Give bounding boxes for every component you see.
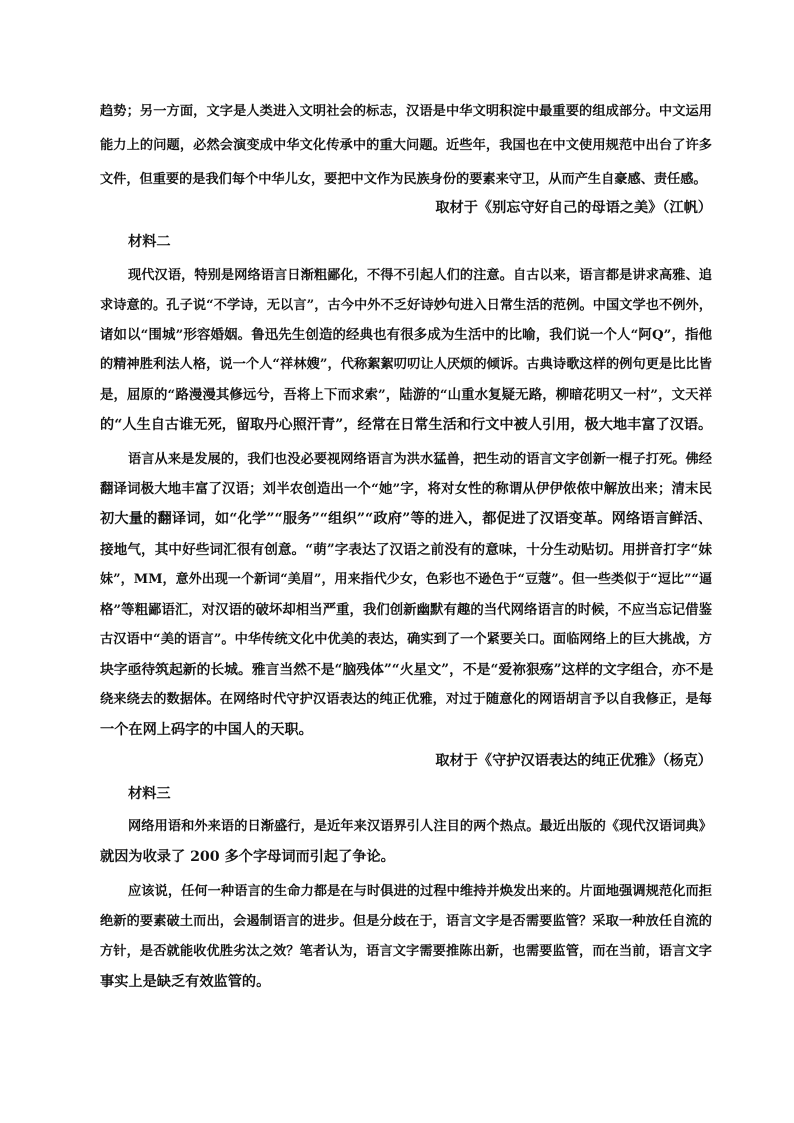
- intro-line-3: 文件，但重要的是我们每个中华儿女，要把中文作为民族身份的要素来守卫，从而产生自豪感、责任感。: [100, 172, 707, 187]
- m2-p1-line-6: 的“人生自古谁无死，留取丹心照汗青”，经常在日常生活和行文中被人引用，极大地丰富了汉语。: [100, 417, 713, 433]
- m2-p2-line-1: 语言从来是发展的，我们也没必要视网络语言为洪水猛兽，把生动的语言文字创新一棍子打死。佛经: [128, 452, 712, 467]
- m2-p2-line-10: 一个在网上码字的中国人的天职。: [100, 722, 313, 738]
- m3-p2-line-3: 方针，是否就能收优胜劣汰之效？笔者认为，语言文字需要推陈出新，也需要监管，而在当前，语言文字: [100, 944, 712, 959]
- m2-p1-line-4: 的精神胜利法人格，说一个人“祥林嫂”，代称絮絮叨叨让人厌烦的倾诉。古典诗歌这样的例句更是比比皆: [100, 357, 712, 372]
- m3-p1-line-2: 就因为收录了 200 多个字母词而引起了争论。: [100, 849, 395, 865]
- m2-p2-line-2: 翻译词极大地丰富了汉语；刘半农创造出一个“她”字，将对女性的称谓从伊伊侬侬中解放出来；清末民: [100, 481, 712, 497]
- m2-p2-line-7: 古汉语中“美的语言”。中华传统文化中优美的表达，确实到了一个紧要关口。面临网络上的巨大挑战，方: [100, 632, 712, 647]
- m2-p2-line-9: 绕来绕去的数据体。在网络时代守护汉语表达的纯正优雅，对过于随意化的网语胡言予以自我修正，是每: [100, 692, 712, 707]
- m2-p2-line-3: 初大量的翻译词，如“化学”“服务”“组织”“政府”等的进入，都促进了汉语变革。网络语言鲜活、: [100, 511, 712, 527]
- material2-heading: 材料二: [128, 234, 171, 250]
- m2-p2-line-4: 接地气，其中好些词汇很有创意。“萌”字表达了汉语之前没有的意味，十分生动贴切。用拼音打字“妹: [100, 542, 712, 558]
- m2-p2-line-6: 格”等粗鄙语汇，对汉语的破坏却相当严重，我们创新幽默有趣的当代网络语言的时候，不应当忘记借鉴: [100, 602, 712, 618]
- m2-p1-line-3: 诸如以“围城”形容婚姻。鲁迅先生创造的经典也有很多成为生活中的比喻，我们说一个人“阿Q”，指他: [100, 327, 712, 343]
- m2-p2-line-8: 块字亟待筑起新的长城。雅言当然不是“脑残体”“火星文”，不是“爱祢狠殇”这样的文字组合，亦不是: [100, 662, 714, 678]
- m2-p1-line-5: 是，屈原的“路漫漫其修远兮，吾将上下而求索”，陆游的“山重水复疑无路，柳暗花明又一村”，文天祥: [100, 387, 712, 403]
- intro-line-1: 趋势；另一方面，文字是人类进入文明社会的标志，汉语是中华文明积淀中最重要的组成部分。中文运用: [100, 104, 712, 119]
- m3-p2-line-4: 事实上是缺乏有效监管的。: [100, 974, 271, 990]
- intro-source: 取材于《别忘守好自己的母语之美》（江帆）: [435, 200, 712, 216]
- m3-p2-line-2: 绝新的要素破土而出，会遏制语言的进步。但是分歧在于，语言文字是否需要监管？采取一种放任自流的: [100, 914, 712, 929]
- material2-source: 取材于《守护汉语表达的纯正优雅》（杨克）: [435, 753, 712, 769]
- m3-p2-line-1: 应该说，任何一种语言的生命力都是在与时俱进的过程中维持并焕发出来的。片面地强调规范化而拒: [128, 884, 712, 899]
- m3-p1-line-1: 网络用语和外来语的日渐盛行，是近年来汉语界引人注目的两个热点。最近出版的《现代汉语词典》: [128, 819, 712, 834]
- intro-line-2: 能力上的问题，必然会演变成中华文化传承中的重大问题。近些年，我国也在中文使用规范中出台了许多: [100, 138, 712, 153]
- m2-p1-line-1: 现代汉语，特别是网络语言日渐粗鄙化，不得不引起人们的注意。自古以来，语言都是讲求高雅、追: [128, 268, 712, 283]
- m2-p1-line-2: 求诗意的。孔子说“不学诗，无以言”，古今中外不乏好诗妙句进入日常生活的范例。中国文学也不例外，: [100, 298, 712, 313]
- m2-p2-line-5: 妹”，MM，意外出现一个新词“美眉”，用来指代少女，色彩也不逊色于“豆蔻”。但一些类似于“逗比”“逼: [100, 572, 712, 587]
- material3-heading: 材料三: [128, 786, 171, 802]
